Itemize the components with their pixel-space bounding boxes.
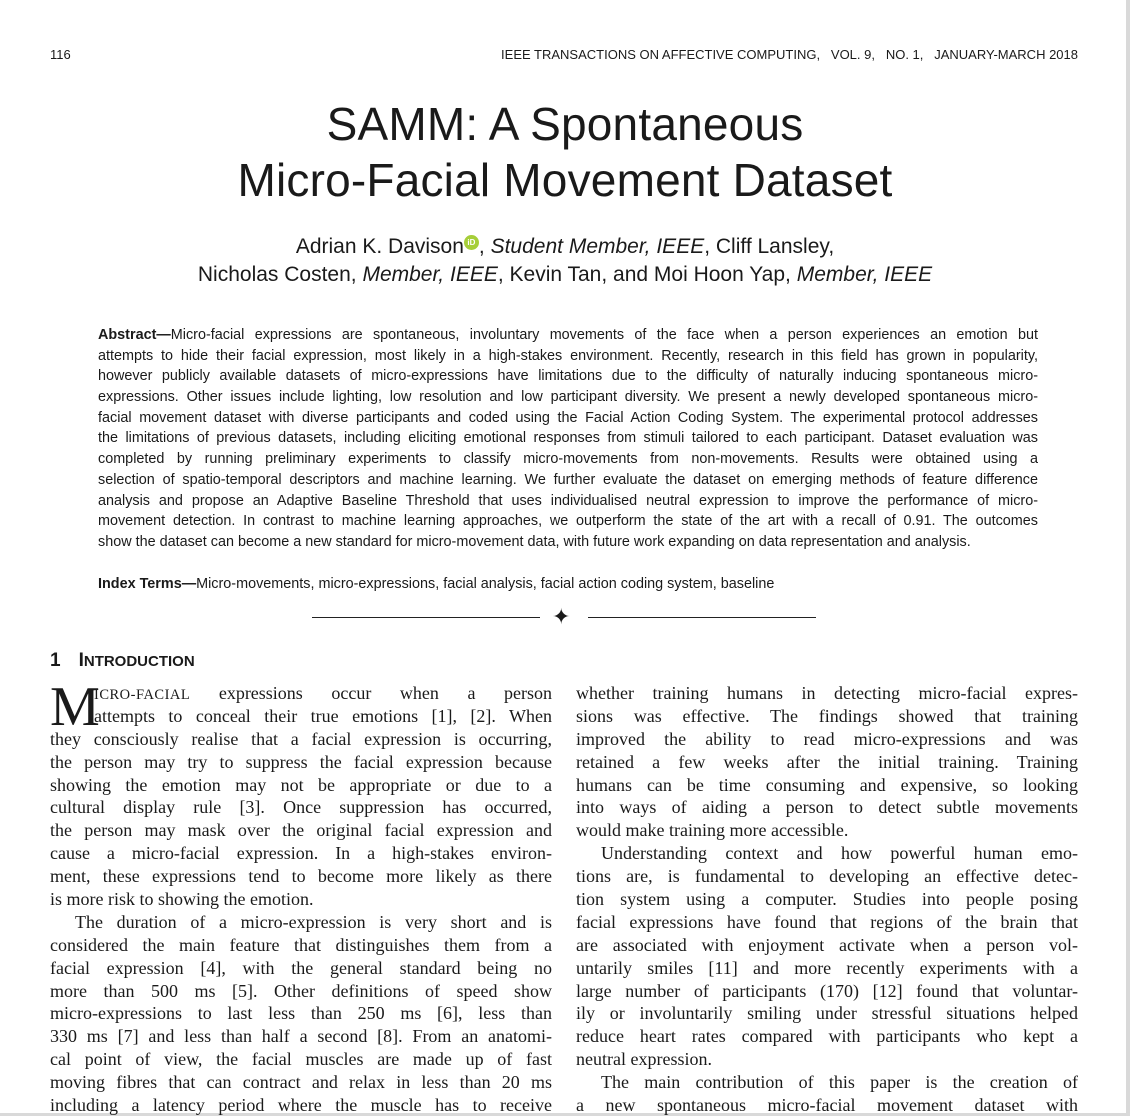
body-line: a new spontaneous micro-facial movement dataset with bbox=[576, 1095, 1078, 1116]
abstract-line: show the dataset can become a new standard for micro-movement data, with future work expanding on data representation and analysis. bbox=[98, 533, 971, 550]
abstract-line: analysis and propose an Adaptive Baseline Threshold that uses individualised neutral expression to improve the performance of micro- bbox=[98, 492, 1038, 509]
author-name: , Kevin Tan, and Moi Hoon Yap, bbox=[497, 263, 797, 286]
abstract bbox=[98, 325, 1038, 553]
abstract-line: the limitations of previous datasets, including eliciting emotional responses from stimuli tailored to each participant. Dataset evaluation was bbox=[98, 430, 1038, 447]
body-line: tion system using a computer. Studies into people posing bbox=[576, 889, 1078, 910]
index-terms-label: Index Terms bbox=[98, 576, 182, 592]
body-line: facial expressions have found that regions of the brain that bbox=[576, 911, 1078, 932]
section-divider-line bbox=[588, 617, 816, 618]
index-terms-text: Micro-movements, micro-expressions, facial analysis, facial action coding system, baseline bbox=[196, 576, 775, 592]
body-line: humans can be time consuming and expensive, so looking bbox=[576, 774, 1078, 795]
body-line: reduce heart rates compared with participants who kept a bbox=[576, 1026, 1078, 1047]
body-line bbox=[50, 682, 552, 705]
body-line: improved the ability to read micro-expressions and was bbox=[576, 728, 1078, 749]
body-line: whether training humans in detecting micro-facial expres- bbox=[576, 683, 1078, 703]
body-line: retained a few weeks after the initial training. Training bbox=[576, 751, 1078, 772]
lead-text: expressions occur when a person bbox=[190, 683, 552, 703]
author-list bbox=[0, 233, 1130, 289]
body-line: facial expression [4], with the general standard being no bbox=[50, 957, 552, 978]
abstract-line: however publicly available datasets of micro-expressions have limitations due to the difficulty of naturally inducing spontaneous micro- bbox=[98, 368, 1038, 385]
author-name: , Cliff Lansley, bbox=[704, 235, 835, 258]
abstract-line: selection of spatio-temporal descriptors and machine learning. We further evaluate the dataset on emerging methods of feature difference bbox=[98, 471, 1038, 488]
body-line: the person may try to suppress the facial expression because bbox=[50, 751, 552, 772]
body-line: showing the emotion may not be appropriate or due to a bbox=[50, 774, 552, 795]
abstract-line: facial movement dataset with diverse participants and coded using the Facial Action Coding System. The experimental protocol addresses bbox=[98, 409, 1038, 426]
body-line: untarily smiles [11] and more recently experiments with a bbox=[576, 957, 1078, 978]
body-line: into ways of aiding a person to detect subtle movements bbox=[576, 797, 1078, 818]
body-line: ment, these expressions tend to become more likely as there bbox=[50, 866, 552, 887]
abstract-line: movement detection. In contrast to machine learning approaches, we outperform the state of the art with a recall of 0.91. The outcomes bbox=[98, 513, 1038, 530]
body-line: is more risk to showing the emotion. bbox=[50, 889, 314, 910]
abstract-line: attempts to hide their facial expression, most likely in a high-stakes environment. Recently, research in this field has grown in popularity, bbox=[98, 347, 1038, 364]
author-role: Member, IEEE bbox=[362, 263, 498, 286]
body-line: cause a micro-facial expression. In a high-stakes environ- bbox=[50, 843, 552, 864]
index-terms bbox=[98, 574, 774, 594]
drop-cap: M bbox=[50, 676, 100, 738]
section-divider-line bbox=[312, 617, 540, 618]
body-line: large number of participants (170) [12] found that voluntar- bbox=[576, 980, 1078, 1001]
body-line: Understanding context and how powerful human emo- bbox=[601, 843, 1078, 864]
body-line: more than 500 ms [5]. Other definitions of speed show bbox=[50, 980, 552, 1001]
body-line: micro-expressions to last less than 250 ms [6], less than bbox=[50, 1003, 552, 1024]
section-heading bbox=[50, 649, 195, 674]
body-line: cal point of view, the facial muscles are made up of fast bbox=[50, 1049, 552, 1070]
body-line: attempts to conceal their true emotions [1], [2]. When bbox=[94, 705, 552, 726]
body-line: The duration of a micro-expression is very short and is bbox=[75, 911, 552, 932]
section-number: 1 bbox=[50, 650, 61, 671]
body-line: tions are, is fundamental to developing an effective detec- bbox=[576, 866, 1078, 887]
title-line: SAMM: A Spontaneous bbox=[326, 98, 804, 150]
body-line: 330 ms [7] and less than half a second [8]. From an anatomi- bbox=[50, 1026, 552, 1047]
body-line: the person may mask over the original facial expression and bbox=[50, 820, 552, 841]
body-column-right bbox=[576, 682, 1078, 1117]
abstract-label: Abstract bbox=[98, 327, 157, 343]
page-number: 116 bbox=[50, 47, 71, 62]
abstract-line: expressions. Other issues include lighting, low resolution and low participant diversity. We present a newly developed spontaneous micro- bbox=[98, 389, 1038, 406]
body-line: neutral expression. bbox=[576, 1049, 712, 1070]
author-name: Adrian K. Davison bbox=[295, 235, 464, 258]
paper-title bbox=[0, 96, 1130, 208]
body-line: The main contribution of this paper is the creation of bbox=[601, 1072, 1078, 1093]
body-column-left bbox=[50, 676, 552, 1117]
body-line: would make training more accessible. bbox=[576, 820, 849, 841]
section-title-initial: I bbox=[78, 650, 84, 671]
author-separator: , bbox=[478, 235, 491, 258]
author-line bbox=[0, 261, 1130, 289]
author-line bbox=[0, 233, 1130, 261]
section-title-rest: NTRODUCTION bbox=[83, 653, 195, 670]
title-line: Micro-Facial Movement Dataset bbox=[237, 154, 893, 206]
running-head: IEEE TRANSACTIONS ON AFFECTIVE COMPUTING, VOL. 9, NO. 1, JANUARY-MARCH 2018 bbox=[501, 47, 1078, 62]
body-line: moving fibres that can contract and relax in less than 20 ms bbox=[50, 1072, 552, 1093]
author-role: Student Member, IEEE bbox=[490, 235, 705, 258]
index-terms-dash: — bbox=[181, 576, 197, 592]
author-name: Nicholas Costen, bbox=[197, 263, 363, 286]
orcid-icon[interactable]: iD bbox=[464, 235, 479, 250]
author-role: Member, IEEE bbox=[796, 263, 933, 286]
divider-star-icon: ✦ bbox=[552, 604, 571, 629]
body-line: they consciously realise that a facial expression is occurring, bbox=[50, 728, 552, 749]
body-line: cultural display rule [3]. Once suppression has occurred, bbox=[50, 797, 552, 818]
body-line: including a latency period where the muscle has to receive bbox=[50, 1095, 552, 1116]
body-line: considered the main feature that distinguishes them from a bbox=[50, 934, 552, 955]
body-line: ily or involuntarily smiling under stressful situations helped bbox=[576, 1003, 1078, 1024]
abstract-line bbox=[98, 325, 1038, 346]
abstract-dash: — bbox=[156, 327, 171, 343]
body-line: are associated with enjoyment activate when a person vol- bbox=[576, 934, 1078, 955]
abstract-text: Micro-facial expressions are spontaneous, involuntary movements of the face when a person experiences an emotion but bbox=[170, 327, 1038, 343]
abstract-line: completed by running preliminary experiments to classify micro-movements from non-movements. Results were obtained using a bbox=[98, 451, 1038, 468]
body-line: sions was effective. The findings showed that training bbox=[576, 705, 1078, 726]
lead-smallcaps: ICRO-FACIAL bbox=[94, 687, 191, 703]
